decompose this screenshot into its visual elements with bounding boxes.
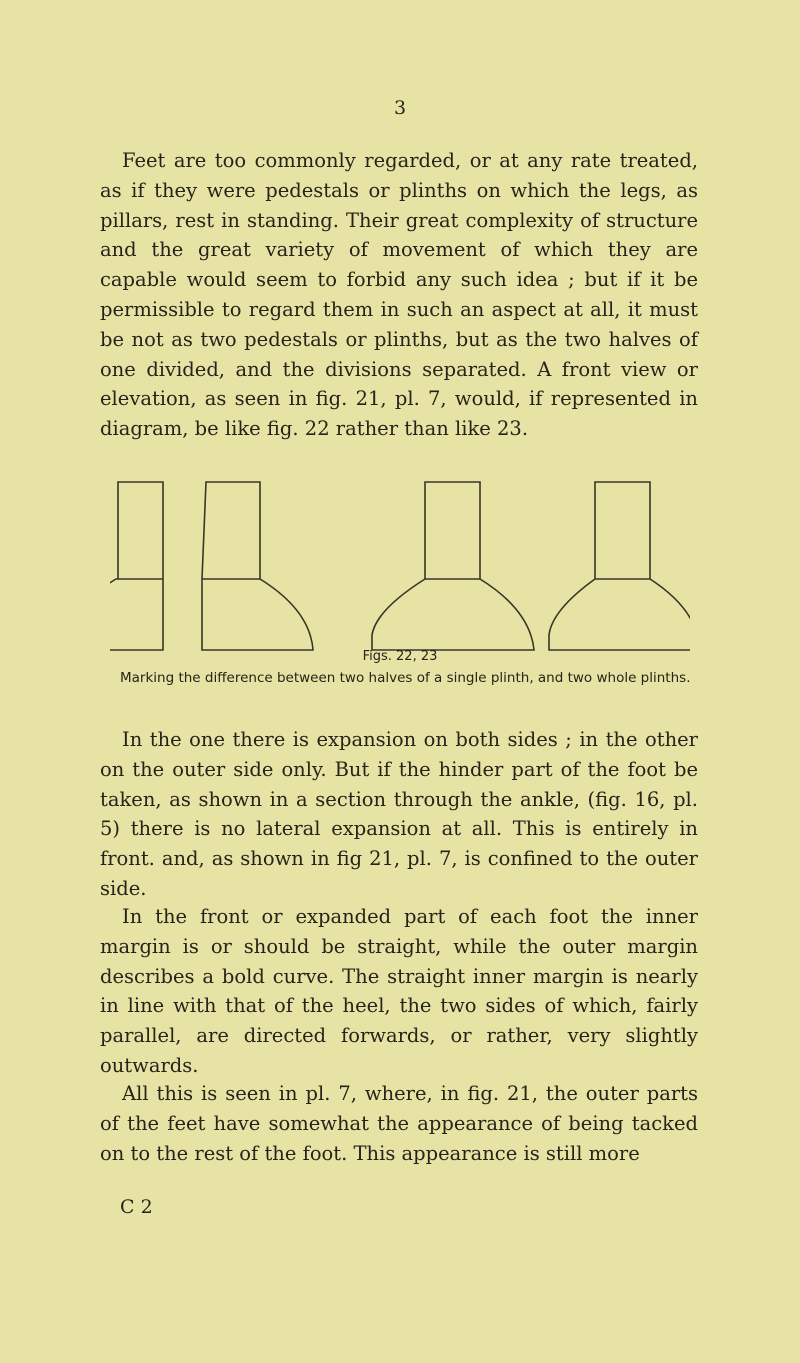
plinth-diagram	[110, 470, 690, 660]
paragraph-1: Feet are too commonly regarded, or at any rate treated, as if they were pedestals or plinths on which the legs, as pillars, rest in standing. Their great complexity of structure and the great variety of movement of which they are capable would seem to forbid any such idea ; but if it be permissible to regard them in such an aspect at all, it must be not as two pedestals or plinths, but as the two halves of one divided, and the divisions separated. A front view or elevation, as seen in fig. 21, pl. 7, would, if represented in diagram, be like fig. 22 rather than like 23.	[100, 149, 698, 441]
fig23-right-plinth	[549, 482, 690, 650]
fig23-left-plinth	[372, 482, 534, 650]
paragraph-2: In the one there is expansion on both sides ; in the other on the outer side only. But if the hinder part of the foot be taken, as shown in a section through the ankle, (fig. 16, pl. 5) there is no lateral expansion at all. This is entirely in front. and, as shown in fig 21, pl. 7, is confined to the outer side.	[100, 728, 698, 900]
paragraph-3: In the front or expanded part of each foot the inner margin is or should be straight, while the outer margin describes a bold curve. The straight inner margin is nearly in line with that of the heel, the two sides of which, fairly parallel, are directed forwards, or rather, very slightly outwards.	[100, 905, 698, 1077]
page-number: 3	[393, 97, 407, 119]
fig22-right-half	[202, 482, 313, 650]
figure-title: Figs. 22, 23	[362, 649, 438, 664]
figure-caption: Marking the difference between two halves of a single plinth, and two whole plinths.	[120, 670, 691, 686]
fig22-left-half	[110, 482, 163, 650]
paragraph-4: All this is seen in pl. 7, where, in fig. 21, the outer parts of the feet have somewhat the appearance of being tacked on to the rest of the foot. This appearance is still more	[100, 1082, 698, 1165]
signature-mark: C 2	[120, 1196, 153, 1218]
